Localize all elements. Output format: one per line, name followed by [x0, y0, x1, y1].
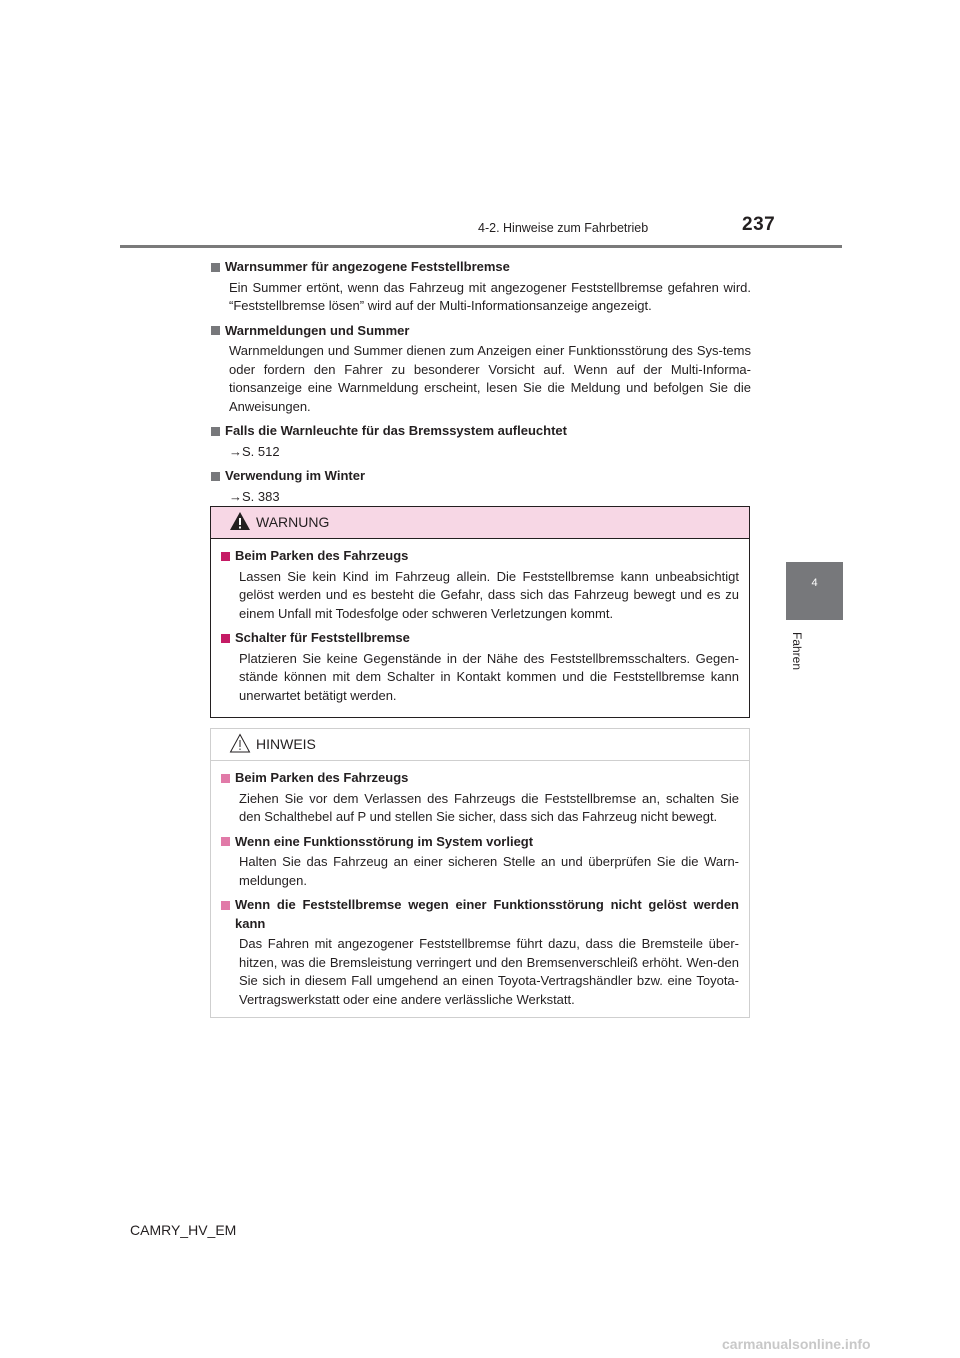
chapter-side-tab[interactable] — [786, 562, 843, 620]
note-label: HINWEIS — [256, 736, 316, 752]
note-item-title: Wenn die Feststellbremse wegen einer Funktionsstörung nicht gelöst werden kann — [235, 897, 739, 931]
section — [211, 422, 751, 461]
section — [211, 322, 751, 417]
section-heading — [211, 322, 751, 341]
section-heading — [211, 467, 751, 486]
footer-model-code: CAMRY_HV_EM — [130, 1222, 237, 1238]
square-bullet-icon — [221, 837, 230, 846]
note-item-body: Ziehen Sie vor dem Verlassen des Fahrzeugs die Feststellbremse an, schalten Sie den Schalthebel auf P und stellen Sie sicher, dass sich das Fahrzeug nicht bewegt. — [239, 790, 739, 824]
section — [211, 258, 751, 316]
section-title: Verwendung im Winter — [225, 468, 366, 483]
note-header — [211, 729, 749, 761]
section-title: Warnsummer für angezogene Feststellbremse — [225, 259, 510, 274]
section-title: Falls die Warnleuchte für das Bremssystem aufleuchtet — [225, 423, 567, 438]
note-item-body: Das Fahren mit angezogener Feststellbremse führt dazu, dass die Bremsteile über-hitzen, was die Bremsleistung verringert und den Bremsenverschleiß erhöht. Wen-den Sie sich in diesem Fall umgehend an einen Toyota-Vertragshändler bzw. eine Toyota-Vertragswerkstatt oder eine andere verlässliche Werkstatt. — [239, 936, 739, 1007]
warning-triangle-icon — [229, 511, 251, 531]
square-bullet-icon — [221, 901, 230, 910]
square-bullet-icon — [211, 472, 220, 481]
warning-item — [221, 629, 739, 705]
warning-item-body: Lassen Sie kein Kind im Fahrzeug allein. Die Feststellbremse kann unbeabsichtigt gelöst werden und es besteht die Gefahr, dass sich das Fahrzeug bewegt und es zu einem Unfall mit Todesfolge oder schweren Verletzungen kommt. — [239, 568, 739, 621]
chapter-label: Fahren — [790, 632, 804, 671]
section-body: Ein Summer ertönt, wenn das Fahrzeug mit angezogener Feststellbremse gefahren wird. “Feststellbremse lösen” wird auf der Multi-Informationsanzeige angezeigt. — [229, 279, 751, 313]
section-heading — [211, 258, 751, 277]
page-number: 237 — [742, 214, 776, 235]
header-rule — [120, 245, 842, 248]
warning-header — [211, 507, 749, 539]
note-item-body: Halten Sie das Fahrzeug an einer sicheren Stelle an und überprüfen Sie die Warn-meldungen. — [239, 854, 739, 888]
section-body: Warnmeldungen und Summer dienen zum Anzeigen einer Funktionsstörung des Sys-tems oder fordern den Fahrer zu besonderer Vorsicht auf. Wenn auf der Multi-Informa-tionsanzeige eine Warnmeldung erscheint, lesen Sie die Meldung und befolgen Sie die Anweisungen. — [229, 343, 751, 414]
caution-triangle-outline-icon — [229, 733, 251, 753]
warning-item — [221, 547, 739, 623]
warning-body — [211, 539, 749, 705]
square-bullet-icon — [211, 326, 220, 335]
warning-box — [210, 506, 750, 718]
section — [211, 467, 751, 506]
section-heading — [211, 422, 751, 441]
chapter-number: 4 — [811, 577, 818, 589]
square-bullet-icon — [221, 552, 230, 561]
note-item-title: Wenn eine Funktionsstörung im System vorliegt — [235, 833, 534, 849]
warning-item-heading — [221, 547, 739, 566]
warning-item-body: Platzieren Sie keine Gegenstände in der Nähe des Feststellbremsschalters. Gegen-stände können mit dem Schalter in Kontakt kommen und die Feststellbremse kann unerwartet betätigt werden. — [239, 650, 739, 703]
page-reference-link[interactable]: →S. 383 — [229, 488, 280, 504]
note-box — [210, 728, 750, 1018]
square-bullet-icon — [221, 634, 230, 643]
warning-label: WARNUNG — [256, 514, 330, 530]
watermark: carmanualsonline.info — [722, 1336, 871, 1352]
note-item — [221, 833, 739, 891]
note-item-heading — [221, 896, 739, 933]
note-item-heading — [221, 769, 739, 788]
note-item — [221, 769, 739, 827]
note-item-heading — [221, 833, 739, 852]
note-item — [221, 896, 739, 1009]
page-reference-link[interactable]: →S. 512 — [229, 443, 280, 459]
warning-item-heading — [221, 629, 739, 648]
note-item-title: Beim Parken des Fahrzeugs — [235, 770, 409, 785]
square-bullet-icon — [221, 774, 230, 783]
warning-item-title: Beim Parken des Fahrzeugs — [235, 548, 409, 563]
warning-item-title: Schalter für Feststellbremse — [235, 630, 410, 645]
section-title: Warnmeldungen und Summer — [225, 322, 410, 338]
square-bullet-icon — [211, 427, 220, 436]
square-bullet-icon — [211, 263, 220, 272]
note-body — [211, 761, 749, 1009]
header-section-title: 4-2. Hinweise zum Fahrbetrieb — [478, 221, 649, 235]
main-content — [211, 252, 751, 506]
